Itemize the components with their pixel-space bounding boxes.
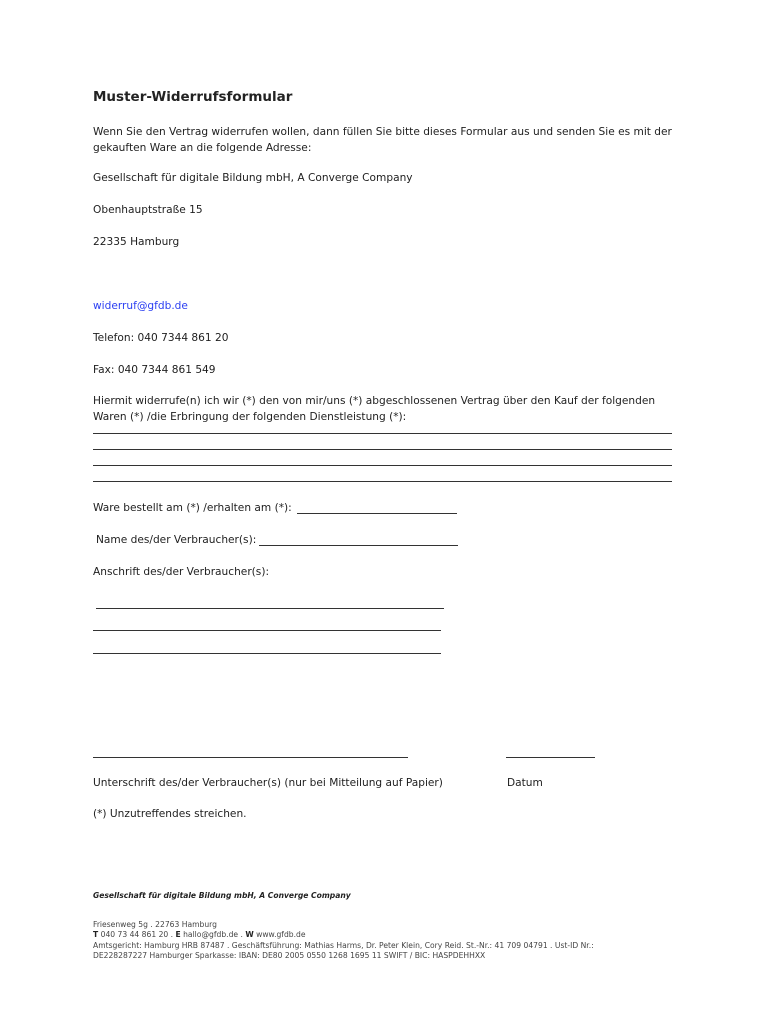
footer-phone: 040 73 44 861 20 . bbox=[100, 930, 174, 939]
ordered-date-label: Ware bestellt am (*) /erhalten am (*): bbox=[93, 502, 292, 514]
recipient-street: Obenhauptstraße 15 bbox=[93, 204, 203, 216]
footer-email: hallo@gfdb.de . bbox=[183, 930, 243, 939]
footer-address: Friesenweg 5g . 22763 Hamburg bbox=[93, 920, 217, 929]
email-link[interactable]: widerruf@gfdb.de bbox=[93, 300, 188, 312]
recipient-company: Gesellschaft für digitale Bildung mbH, A Converge Company bbox=[93, 172, 413, 184]
date-fill-line bbox=[506, 757, 595, 758]
declaration-line-2: Waren (*) /die Erbringung der folgenden Dienstleistung (*): bbox=[93, 411, 407, 423]
footer-web-key: W bbox=[245, 930, 254, 939]
footer-contact bbox=[93, 930, 306, 941]
footer-registry: Amtsgericht: Hamburg HRB 87487 . Geschäftsführung: Mathias Harms, Dr. Peter Klein, Cory Reid. St.-Nr.: 41 709 04791 . Ust-ID Nr.: bbox=[93, 941, 594, 950]
signature-fill-line bbox=[93, 757, 408, 758]
intro-line-2: gekauften Ware an die folgende Adresse: bbox=[93, 142, 312, 154]
fax-text: Fax: 040 7344 861 549 bbox=[93, 364, 216, 376]
footer-web: www.gfdb.de bbox=[256, 930, 306, 939]
phone-text: Telefon: 040 7344 861 20 bbox=[93, 332, 229, 344]
signature-label: Unterschrift des/der Verbraucher(s) (nur bei Mitteilung auf Papier) bbox=[93, 777, 443, 789]
consumer-address-label: Anschrift des/der Verbraucher(s): bbox=[93, 566, 270, 578]
consumer-name-label: Name des/der Verbraucher(s): bbox=[96, 534, 257, 546]
recipient-city: 22335 Hamburg bbox=[93, 236, 180, 248]
footer-phone-key: T bbox=[93, 930, 99, 939]
goods-fill-line-3 bbox=[93, 465, 672, 466]
declaration-line-1: Hiermit widerrufe(n) ich wir (*) den von mir/uns (*) abgeschlossenen Vertrag über den Kauf der folgenden bbox=[93, 395, 656, 407]
intro-line-1: Wenn Sie den Vertrag widerrufen wollen, dann füllen Sie bitte dieses Formular aus und senden Sie es mit der bbox=[93, 126, 672, 138]
page-title: Muster-Widerrufsformular bbox=[93, 89, 293, 105]
address-fill-line-3 bbox=[93, 653, 441, 654]
strike-note: (*) Unzutreffendes streichen. bbox=[93, 808, 247, 820]
goods-fill-line-2 bbox=[93, 449, 672, 450]
ordered-date-fill-line bbox=[297, 513, 457, 514]
footer-bank: DE228287227 Hamburger Sparkasse: IBAN: DE80 2005 0550 1268 1695 11 SWIFT / BIC: HASPDEHHXX bbox=[93, 951, 486, 960]
date-label: Datum bbox=[507, 777, 543, 789]
goods-fill-line-4 bbox=[93, 481, 672, 482]
consumer-name-fill-line bbox=[259, 545, 458, 546]
footer-company: Gesellschaft für digitale Bildung mbH, A Converge Company bbox=[93, 891, 351, 900]
goods-fill-line-1 bbox=[93, 433, 672, 434]
address-fill-line-1 bbox=[96, 608, 444, 609]
footer-email-key: E bbox=[175, 930, 181, 939]
address-fill-line-2 bbox=[93, 630, 441, 631]
